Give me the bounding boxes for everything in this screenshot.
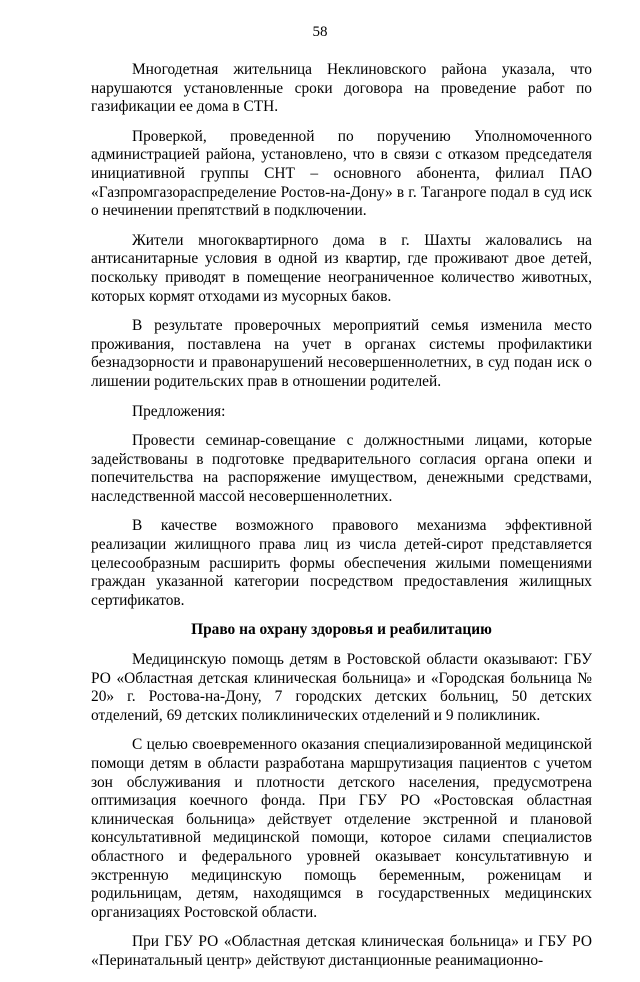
paragraph: В результате проверочных мероприятий семья изменила место проживания, поставлена на учет в органах системы профилактики безнадзорности и правонарушений несовершеннолетних, в суд подан иск о лишении родительских прав в отношении родителей.: [91, 317, 592, 390]
paragraph: С целью своевременного оказания специализированной медицинской помощи детям в области разработана маршрутизация пациентов с учетом зон обслуживания и плотности детского населения, предусмотрена оптимизация коечного фонда. При ГБУ РО «Ростовская областная клиническая больница» действует отделение экстренной и плановой консультативной медицинской помощи, которое силами специалистов областного и федерального уровней оказывает консультативную и экстренную медицинскую помощь беременным, роженицам и родильницам, детям, находящимся в государственных медицинских организациях Ростовской области.: [91, 736, 592, 921]
paragraph: Провести семинар-совещание с должностными лицами, которые задействованы в подготовке предварительного согласия органа опеки и попечительства на распоряжение имуществом, денежными средствами, наследственной массой несовершеннолетних.: [91, 432, 592, 505]
section-heading: Право на охрану здоровья и реабилитацию: [191, 621, 492, 639]
proposals-label: Предложения:: [132, 402, 226, 420]
paragraph: Многодетная жительница Неклиновского района указала, что нарушаются установленные сроки договора на проведение работ по газификации ее дома в СТН.: [91, 61, 592, 116]
paragraph: Жители многоквартирного дома в г. Шахты жаловались на антисанитарные условия в одной из квартир, где проживают двое детей, поскольку приводят в помещение неограниченное количество животных, которых кормят отходами из мусорных баков.: [91, 231, 592, 305]
paragraph: В качестве возможного правового механизма эффективной реализации жилищного права лиц из числа детей-сирот представляется целесообразным расширить формы обеспечения жилыми помещениями граждан указанной категории посредством предоставления жилищных сертификатов.: [91, 517, 592, 609]
page-number: 58: [312, 24, 328, 40]
paragraph: При ГБУ РО «Областная детская клиническая больница» и ГБУ РО «Перинатальный центр» действуют дистанционные реанимационно-: [91, 933, 592, 969]
paragraph: Медицинскую помощь детям в Ростовской области оказывают: ГБУ РО «Областная детская клиническая больница» и «Городская больница № 20» г. Ростова-на-Дону, 7 городских детских больниц, 50 детских отделений, 69 детских поликлинических отделений и 9 поликлиник.: [91, 651, 592, 724]
page-content: [91, 61, 592, 982]
paragraph: Проверкой, проведенной по поручению Уполномоченного администрацией района, установлено, что в связи с отказом председателя инициативной группы СНТ – основного абонента, филиал ПАО «Газпромгазораспределение Ростов-на-Дону» в г. Таганроге подал в суд иск о нечинении препятствий в подключении.: [91, 127, 592, 220]
